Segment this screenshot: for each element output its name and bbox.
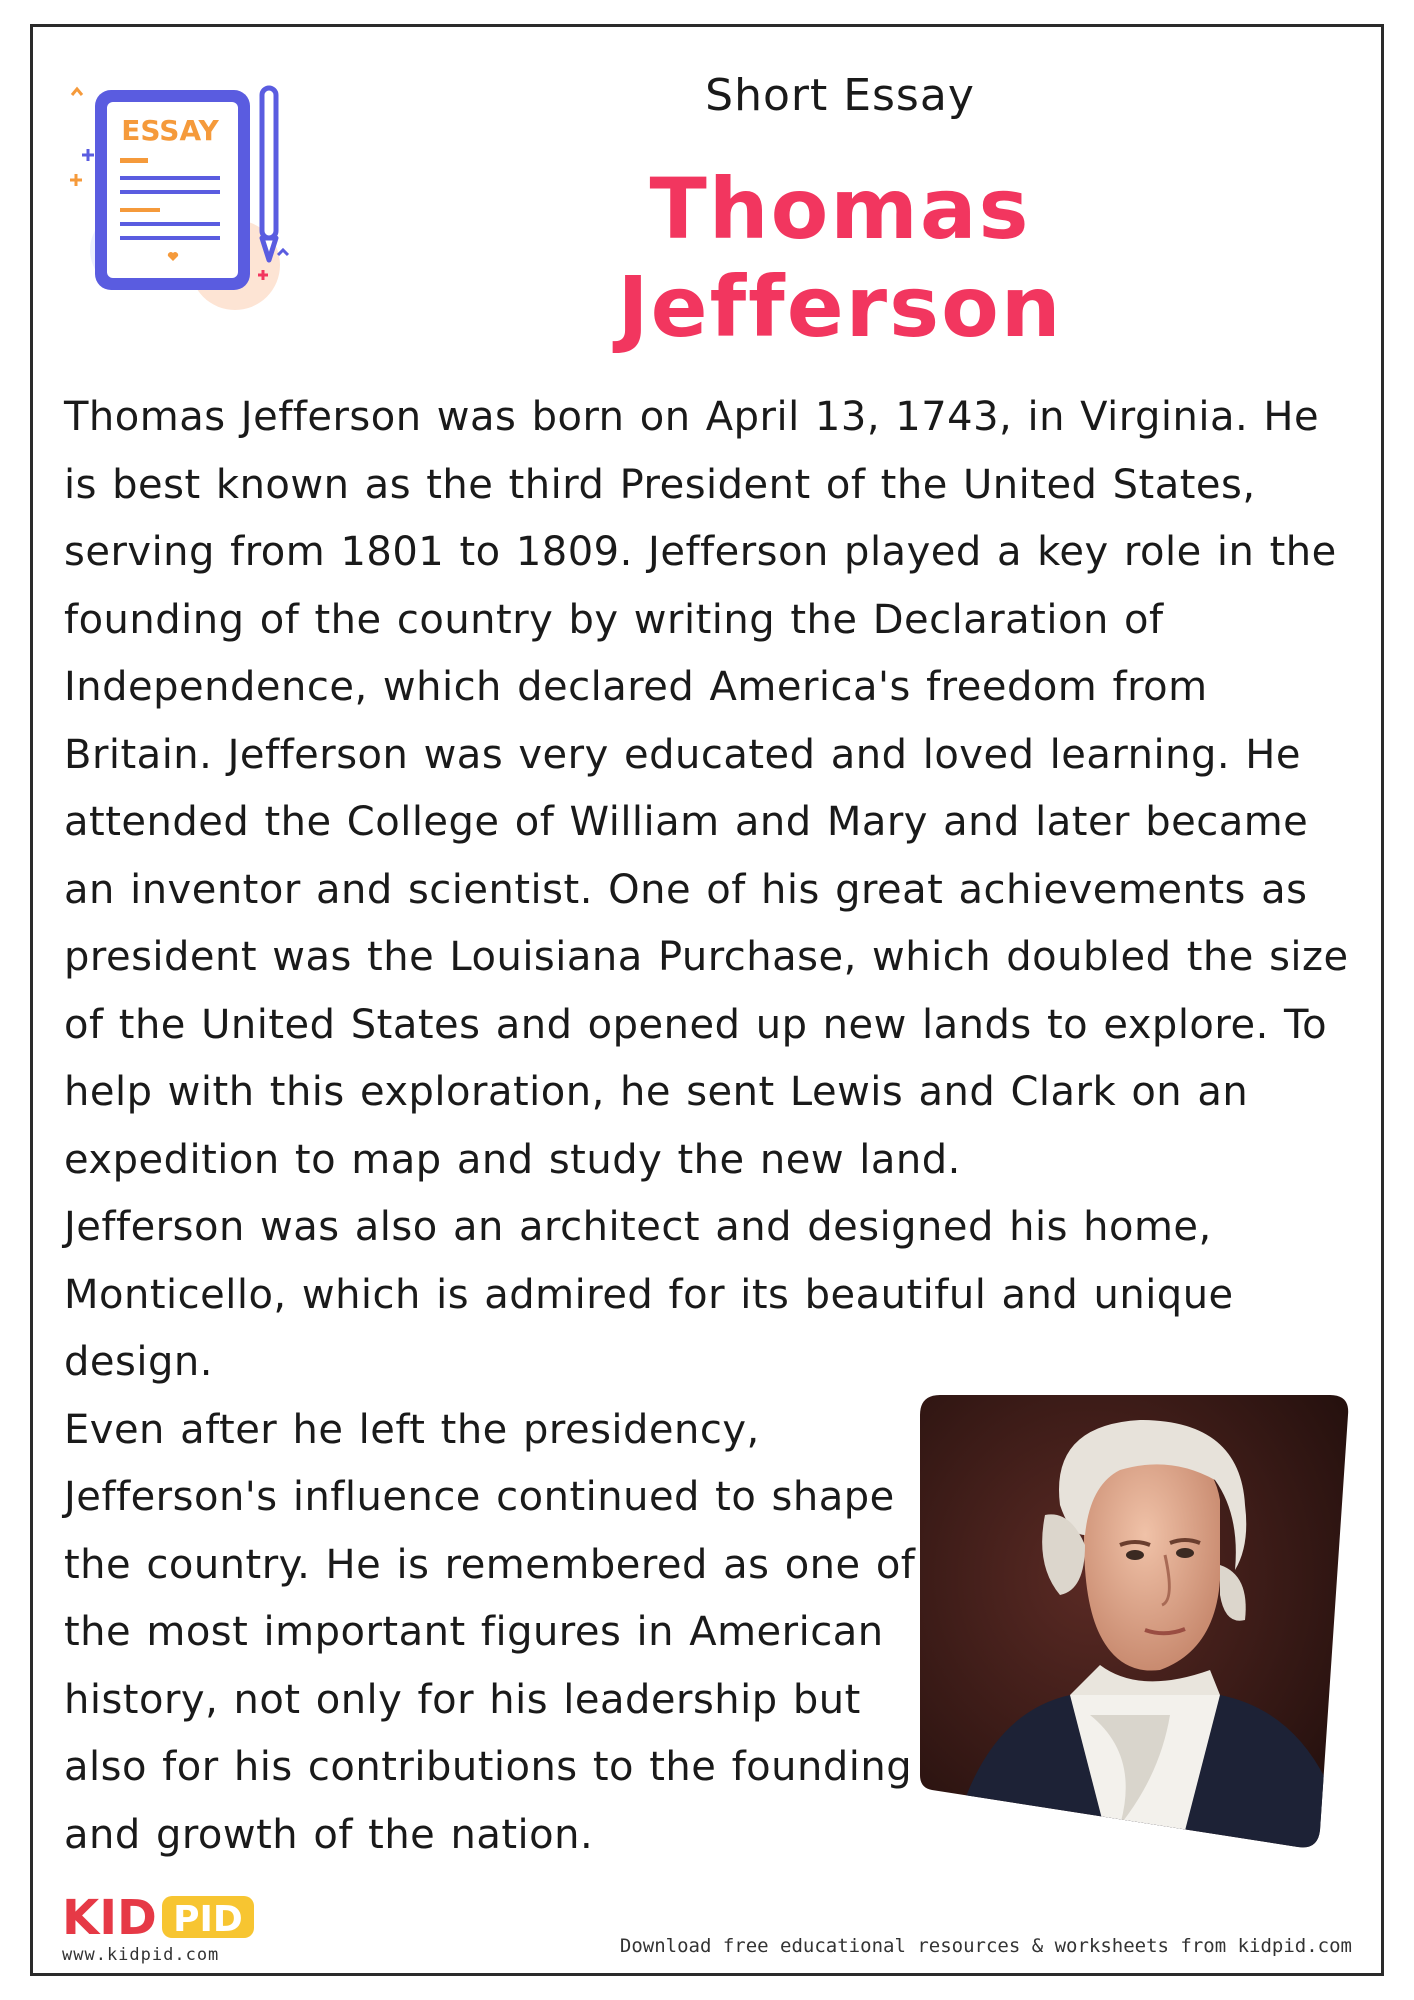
footer-note: Download free educational resources & worksheets from kidpid.com: [619, 1935, 1352, 1957]
kidpid-logo: [62, 1886, 262, 1946]
portrait-image: [920, 1395, 1350, 1850]
essay-subtitle: Short Essay: [705, 70, 975, 121]
logo-kid-text: KID: [62, 1890, 157, 1946]
footer-url: www.kidpid.com: [62, 1945, 220, 1965]
essay-paragraph-2: Jefferson was also an architect and designed his home, Monticello, which is admired for its beautiful and unique design.: [64, 1204, 1234, 1385]
essay-clipboard-icon: [60, 80, 310, 320]
logo-pid-text: PID: [173, 1899, 243, 1940]
essay-icon-label: ESSAY: [121, 114, 219, 147]
essay-paragraph-3: Even after he left the presidency, Jefferson's influence continued to shape the country. He is remembered as one of the most important figures in American history, not only for his leadership but also for his contributions to the founding and growth of the nation.: [64, 1406, 916, 1858]
essay-paragraph-1: Thomas Jefferson was born on April 13, 1743, in Virginia. He is best known as the third President of the United States, serving from 1801 to 1809. Jefferson played a key role in the founding of the country by writing the Declaration of Independence, which declared America's freedom from Britain. Jefferson was very educated and loved learning. He attended the College of William and Mary and later became an inventor and scientist. One of his great achievements as president was the Louisiana Purchase, which doubled the size of the United States and opened up new lands to explore. To help with this exploration, he sent Lewis and Clark on an expedition to map and study the new land.: [64, 394, 1349, 1183]
essay-title: Thomas Jefferson: [617, 160, 1063, 356]
